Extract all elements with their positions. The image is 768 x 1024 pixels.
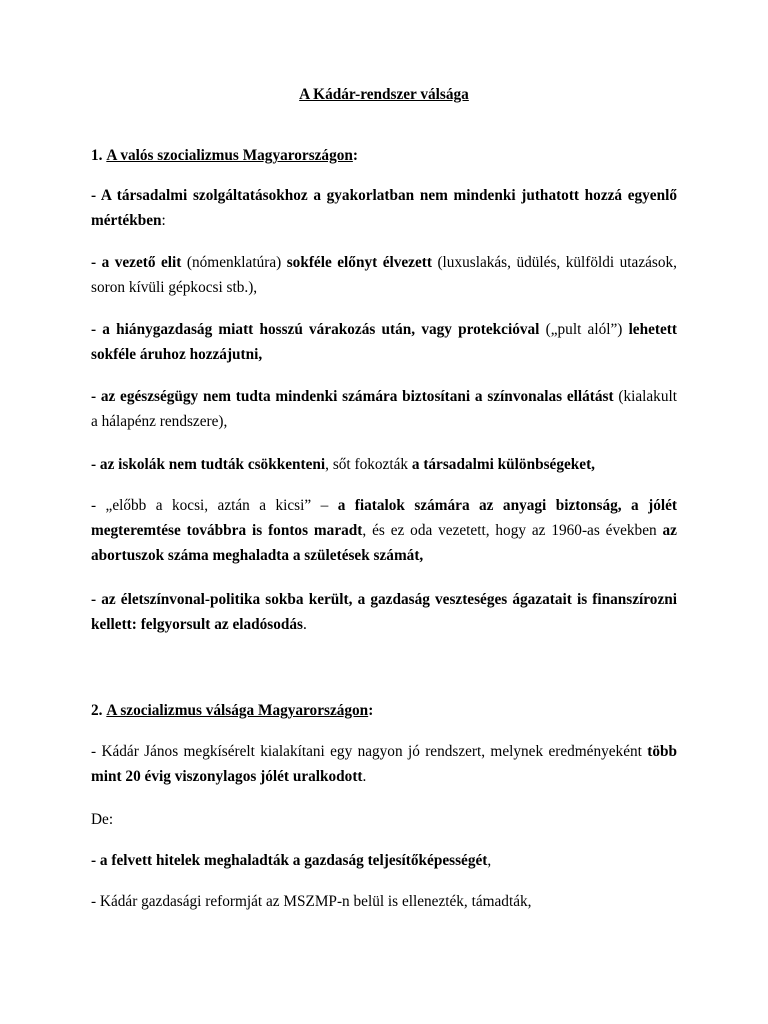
document-title: A Kádár-rendszer válsága xyxy=(299,86,469,103)
paragraph-p5 xyxy=(91,452,677,477)
paragraph-q2 xyxy=(91,807,677,832)
paragraph-p1 xyxy=(91,183,677,233)
bold-text-run: - az iskolák nem tudták csökkenteni xyxy=(91,456,326,473)
section-1-title: A valós szocializmus Magyarországon xyxy=(106,147,353,164)
text-run: De: xyxy=(91,811,114,828)
bold-text-run: - a hiánygazdaság miatt hosszú várakozás után, vagy protekcióval xyxy=(91,321,540,338)
paragraph-p2 xyxy=(91,250,677,300)
section-2-heading xyxy=(91,698,677,723)
section-1-heading xyxy=(91,143,677,168)
paragraph-p6 xyxy=(91,493,677,568)
text-run: (luxuslakás, üdülés, külföldi utazások, soron kívüli gépkocsi stb.), xyxy=(91,254,678,296)
section-2-number: 2. xyxy=(91,702,103,719)
bold-text-run: a társadalmi különbségeket, xyxy=(411,456,595,473)
bold-text-run: lehetett sokféle áruhoz hozzájutni, xyxy=(91,321,677,363)
paragraph-q1 xyxy=(91,739,677,789)
text-run: - Kádár gazdasági reformját az MSZMP-n belül is ellenezték, támadták, xyxy=(91,893,532,910)
bold-text-run: sokféle előnyt élvezett xyxy=(286,254,432,271)
text-run: , és ez oda vezetett, hogy az 1960-as években xyxy=(362,522,663,539)
section-2-colon: : xyxy=(368,702,374,719)
text-run: (nómenklatúra) xyxy=(181,254,287,271)
paragraph-q4 xyxy=(91,889,677,914)
bold-text-run: - A társadalmi szolgáltatásokhoz a gyakorlatban nem mindenki juthatott hozzá egyenlő mértékben xyxy=(91,187,677,229)
text-run: („pult alól”) xyxy=(539,321,629,338)
text-run: . xyxy=(303,616,307,633)
bold-text-run: - a vezető elit xyxy=(91,254,182,271)
bold-text-run: a fiatalok számára az anyagi biztonság, a jólét megteremtése továbbra is fontos maradt xyxy=(91,497,677,539)
text-run: - Kádár János megkísérelt kialakítani egy nagyon jó rendszert, melynek eredményeként xyxy=(91,743,648,760)
text-run: : xyxy=(161,212,166,229)
bold-text-run: - az egészségügy nem tudta mindenki számára biztosítani a színvonalas ellátást xyxy=(91,388,614,405)
section-2-title: A szocializmus válsága Magyarországon xyxy=(106,702,369,719)
text-run: , sőt fokozták xyxy=(325,456,412,473)
text-run: - „előbb a kocsi, aztán a kicsi” – xyxy=(91,497,338,514)
paragraph-p4 xyxy=(91,384,677,434)
paragraph-p3 xyxy=(91,317,677,367)
section-1-colon: : xyxy=(352,147,358,164)
bold-text-run: az abortuszok száma meghaladta a születések számát, xyxy=(91,522,677,564)
paragraph-p7 xyxy=(91,587,677,637)
text-run: , xyxy=(487,852,492,869)
bold-text-run: - a felvett hitelek meghaladták a gazdaság teljesítőképességét xyxy=(91,852,488,869)
text-run: (kialakult a hálapénz rendszere), xyxy=(91,388,677,430)
bold-text-run: több mint 20 évig viszonylagos jólét uralkodott xyxy=(91,743,677,785)
bold-text-run: - az életszínvonal-politika sokba került, a gazdaság veszteséges ágazatait is finanszírozni kellett: felgyorsult az eladósodás xyxy=(91,591,677,633)
text-run: . xyxy=(362,768,367,785)
paragraph-q3 xyxy=(91,848,677,873)
section-1-number: 1. xyxy=(91,147,103,164)
